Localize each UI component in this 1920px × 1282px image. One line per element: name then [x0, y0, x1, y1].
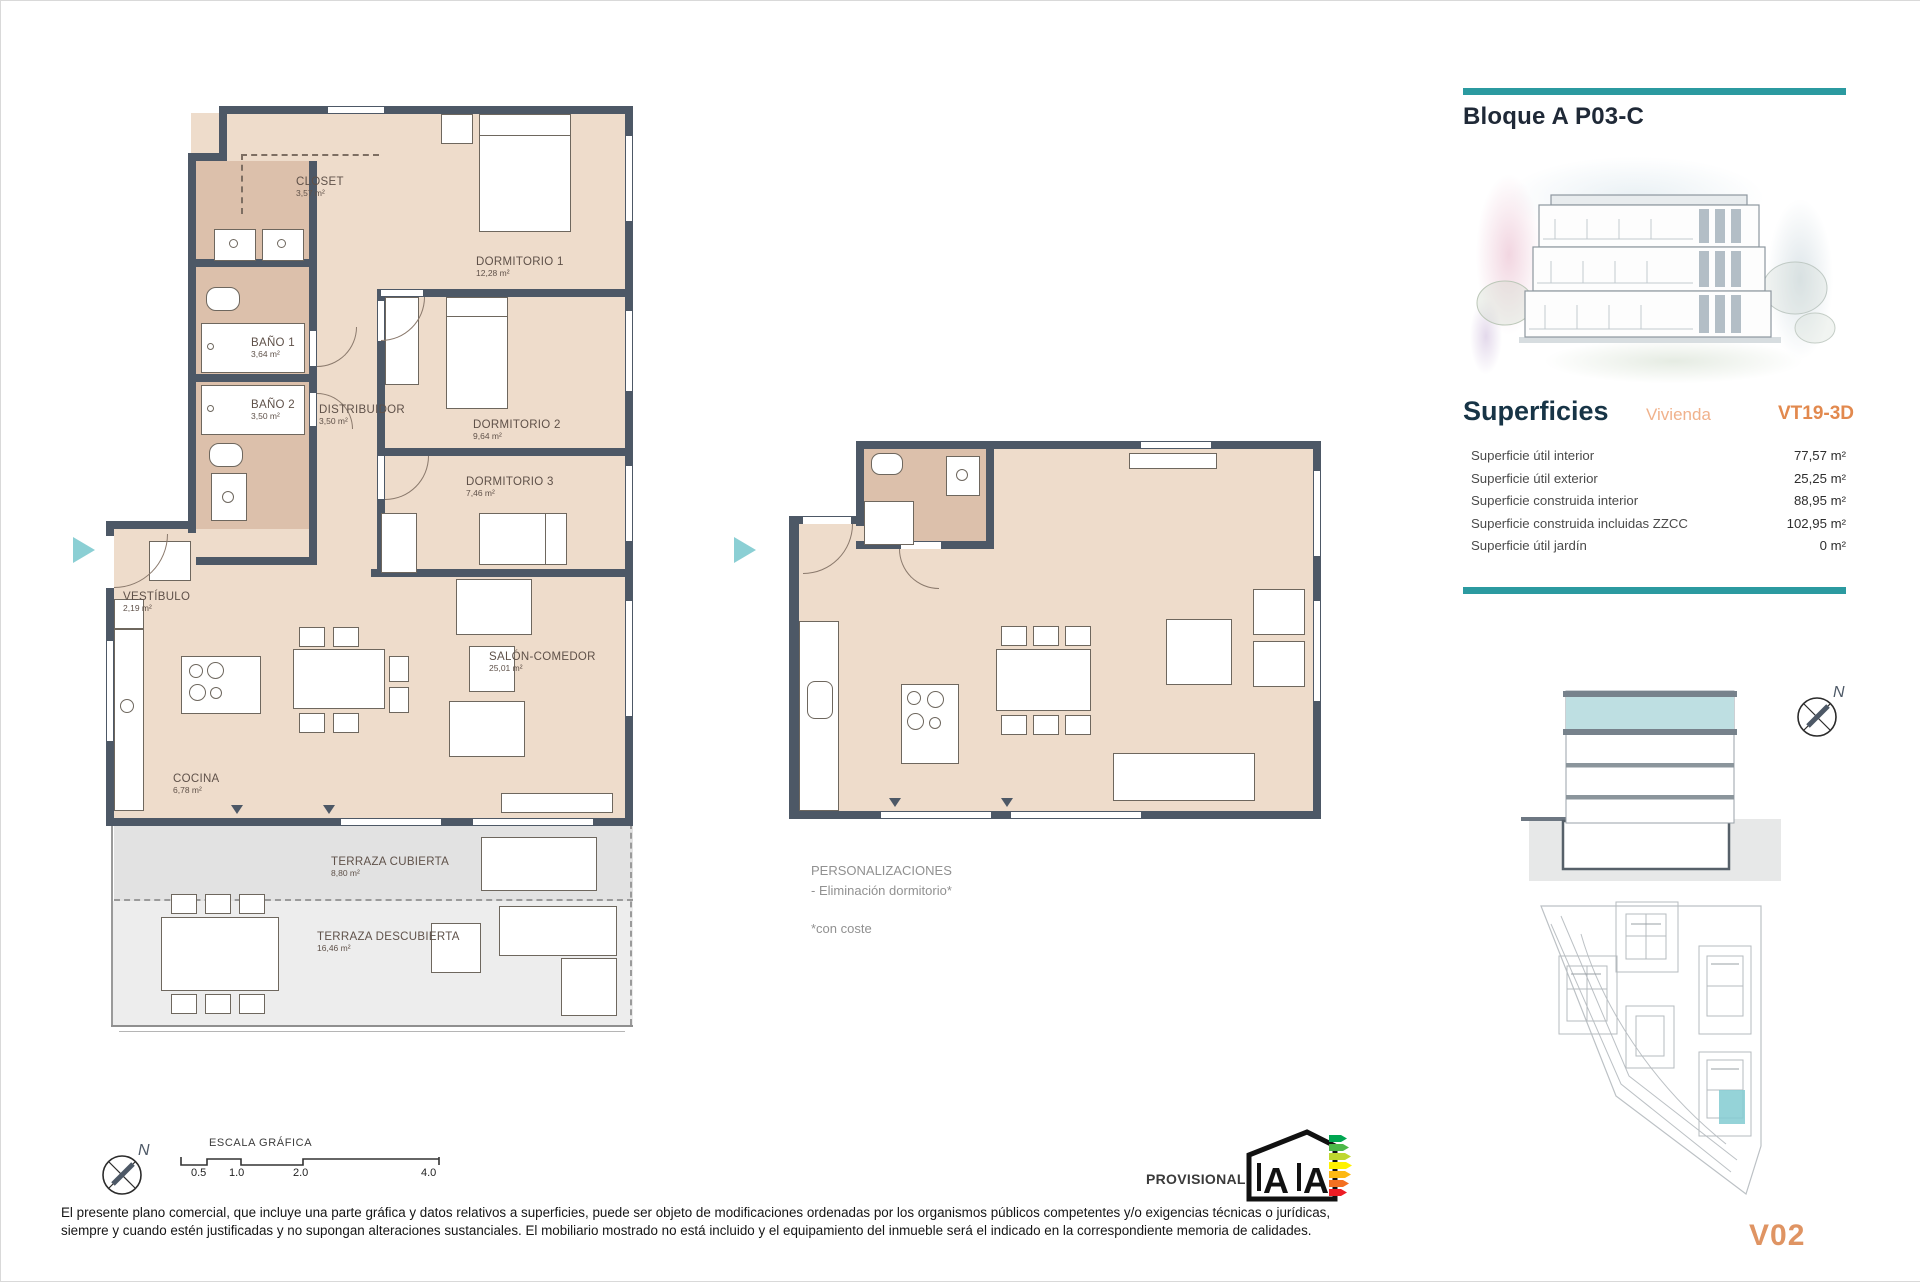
hob-burner [189, 684, 206, 701]
terrace-table [161, 917, 279, 991]
vent-marker-icon [231, 805, 243, 814]
door-gap [310, 393, 316, 426]
scale-bar [177, 1149, 447, 1179]
sink-bowl [222, 491, 234, 503]
teal-divider-top [1463, 88, 1846, 95]
terrace-rail [119, 1031, 625, 1032]
chair [389, 656, 409, 682]
unit-code: VT19-3D [1777, 403, 1854, 424]
drain [207, 343, 214, 350]
window [626, 136, 632, 221]
svg-text:N: N [1833, 684, 1845, 701]
table-row [1471, 513, 1846, 536]
table-row [1471, 535, 1846, 558]
table-row [1471, 445, 1846, 468]
personalizaciones-note: *con coste [811, 921, 872, 937]
terrace-bench [481, 837, 597, 891]
wall [789, 516, 799, 819]
table-row [1471, 468, 1846, 491]
coffee-table [1166, 619, 1232, 685]
terrace-edge-dashed [630, 823, 632, 1025]
sofa [449, 701, 525, 757]
page-title: Bloque A P03-C [1463, 103, 1645, 130]
svg-text:N: N [138, 1142, 150, 1159]
room-label-distribuidor: DISTRIBUIDOR 3,50 m² [319, 404, 406, 426]
version-code: V02 [1749, 1219, 1806, 1252]
drain [207, 405, 214, 412]
window [107, 641, 113, 741]
chair [299, 713, 325, 733]
scale-tick: 4.0 [421, 1167, 437, 1179]
room-label-dorm3: DORMITORIO 3 7,46 m² [466, 476, 554, 498]
wall [377, 448, 633, 456]
vivienda-label: Vivienda [1646, 405, 1711, 424]
vent-marker-icon [1001, 798, 1013, 807]
chair [205, 994, 231, 1014]
wardrobe [381, 513, 417, 573]
chair [1033, 715, 1059, 735]
row-value: 102,95 m² [1786, 515, 1846, 531]
toilet [206, 287, 240, 311]
chair [1033, 626, 1059, 646]
room-label-cocina: COCINA 6,78 m² [173, 773, 220, 795]
kitchen-sink [120, 699, 134, 713]
disclaimer-text: El presente plano comercial, que incluye una parte gráfica y datos relativos a superficies, puede ser objeto de modificaciones ordenadas por los organismos públicos competentes y/o exigencias técnicas o jurídicas, siempre y cuando estén justificadas y no supongan alteraciones sustanciales. El mobiliario mostrado no está incluido y el equipamiento del inmueble será el indicado en la correspondiente memoria de calidades. [61, 1205, 1331, 1238]
personalizaciones-block [811, 861, 952, 939]
toilet [209, 443, 243, 467]
hob-burner [189, 664, 203, 678]
vent-marker-icon [889, 798, 901, 807]
chair [1065, 715, 1091, 735]
chair [1065, 626, 1091, 646]
scale-title: ESCALA GRÁFICA [209, 1137, 313, 1149]
terrace-edge [111, 1025, 633, 1027]
chair [333, 627, 359, 647]
window [1314, 471, 1320, 556]
hob-burner [927, 691, 944, 708]
row-label: Superficie útil interior [1471, 448, 1595, 463]
chair [299, 627, 325, 647]
room-label-dorm1: DORMITORIO 1 12,28 m² [476, 256, 564, 278]
row-label: Superficie construida incluidas ZZCC [1471, 515, 1688, 531]
pillow [479, 114, 571, 136]
room-label-closet: CLOSET 3,57 m² [296, 176, 344, 198]
door-gap [803, 517, 851, 524]
superficies-table [1471, 445, 1846, 558]
sink-bowl [277, 239, 286, 248]
svg-text:A: A [1263, 1160, 1289, 1201]
terrace-lounge [499, 906, 617, 956]
sideboard [501, 793, 613, 813]
hob-burner [210, 687, 222, 699]
chair [239, 994, 265, 1014]
wall [986, 441, 994, 549]
row-value: 0 m² [1819, 538, 1846, 554]
armchair [1253, 589, 1305, 635]
room-label-dorm2: DORMITORIO 2 9,64 m² [473, 419, 561, 441]
sideboard [1129, 453, 1217, 469]
building-sketch [1463, 143, 1846, 391]
compass-icon [96, 1139, 158, 1201]
window [1141, 442, 1211, 448]
chair [239, 894, 265, 914]
room-label-salon: SALÓN-COMEDOR 25,01 m² [489, 651, 596, 673]
toilet [871, 453, 903, 475]
site-plan-unit-highlight [1719, 1090, 1745, 1124]
site-plan [1521, 894, 1811, 1206]
svg-text:A: A [1303, 1160, 1329, 1201]
shower-tray [864, 501, 914, 545]
door-gap [106, 536, 114, 588]
chair [389, 687, 409, 713]
provisional-label: PROVISIONAL [1146, 1171, 1246, 1187]
sofa [1113, 753, 1255, 801]
chair [333, 713, 359, 733]
row-label: Superficie útil jardín [1471, 538, 1587, 554]
superficies-title: Superficies [1463, 396, 1609, 426]
terrace-lounge [561, 958, 617, 1016]
terrace-edge [111, 823, 113, 1025]
entrance-arrow-icon [734, 537, 756, 563]
scale-tick: 0.5 [191, 1167, 207, 1179]
chair [171, 994, 197, 1014]
kitchen-sink [807, 681, 833, 719]
nightstand [441, 114, 473, 144]
table-row [1471, 490, 1846, 513]
hob-burner [207, 662, 224, 679]
window [328, 107, 384, 113]
sink-bowl [229, 239, 238, 248]
hob-burner [907, 713, 924, 730]
wall [106, 521, 196, 529]
chair [1001, 715, 1027, 735]
door-gap [378, 456, 384, 499]
chair [171, 894, 197, 914]
hob-burner [929, 717, 941, 729]
vent-marker-icon [323, 805, 335, 814]
scale-tick: 2.0 [293, 1167, 309, 1179]
row-value: 77,57 m² [1793, 448, 1846, 463]
entrance-arrow-icon [73, 537, 95, 563]
wall [188, 153, 196, 533]
row-value: 25,25 m² [1793, 470, 1846, 486]
wall [856, 441, 1321, 449]
door-gap [310, 331, 316, 366]
window [341, 819, 441, 825]
personalizaciones-item: - Eliminación dormitorio* [811, 883, 952, 899]
compass-icon [1791, 681, 1853, 743]
scale-tick: 1.0 [229, 1167, 245, 1179]
wall [196, 557, 316, 565]
window [626, 311, 632, 391]
pillow [446, 297, 508, 317]
chair [205, 894, 231, 914]
kitchen-counter [114, 629, 144, 811]
energy-rating-icon [1241, 1127, 1353, 1207]
window [626, 466, 632, 541]
room-label-bano1: BAÑO 1 3,64 m² [251, 337, 295, 359]
window [1314, 601, 1320, 701]
building-rendering [1463, 143, 1846, 391]
sink-bowl [956, 469, 968, 481]
row-label: Superficie construida interior [1471, 493, 1639, 509]
window [626, 601, 632, 716]
dining-table [996, 649, 1091, 711]
wall [856, 441, 864, 526]
window [1011, 812, 1141, 818]
wall [219, 106, 633, 114]
door-gap [381, 290, 423, 296]
pillow [545, 513, 567, 565]
armchair [1253, 641, 1305, 687]
row-value: 88,95 m² [1793, 493, 1846, 509]
room-label-vestibulo: VESTÍBULO 2,19 m² [123, 591, 191, 613]
row-label: Superficie útil exterior [1471, 470, 1598, 486]
room-label-bano2: BAÑO 2 3,50 m² [251, 399, 295, 421]
chair [1001, 626, 1027, 646]
wall [196, 374, 309, 382]
room-label-terraza-cubierta: TERRAZA CUBIERTA 8,80 m² [331, 856, 450, 878]
sofa [456, 579, 532, 635]
dining-table [293, 649, 385, 709]
window [473, 819, 593, 825]
hob-burner [907, 691, 921, 705]
teal-divider-bottom [1463, 587, 1846, 594]
personalizaciones-title: PERSONALIZACIONES [811, 863, 952, 878]
window [881, 812, 991, 818]
room-label-terraza-descubierta: TERRAZA DESCUBIERTA 16,46 m² [317, 931, 460, 953]
